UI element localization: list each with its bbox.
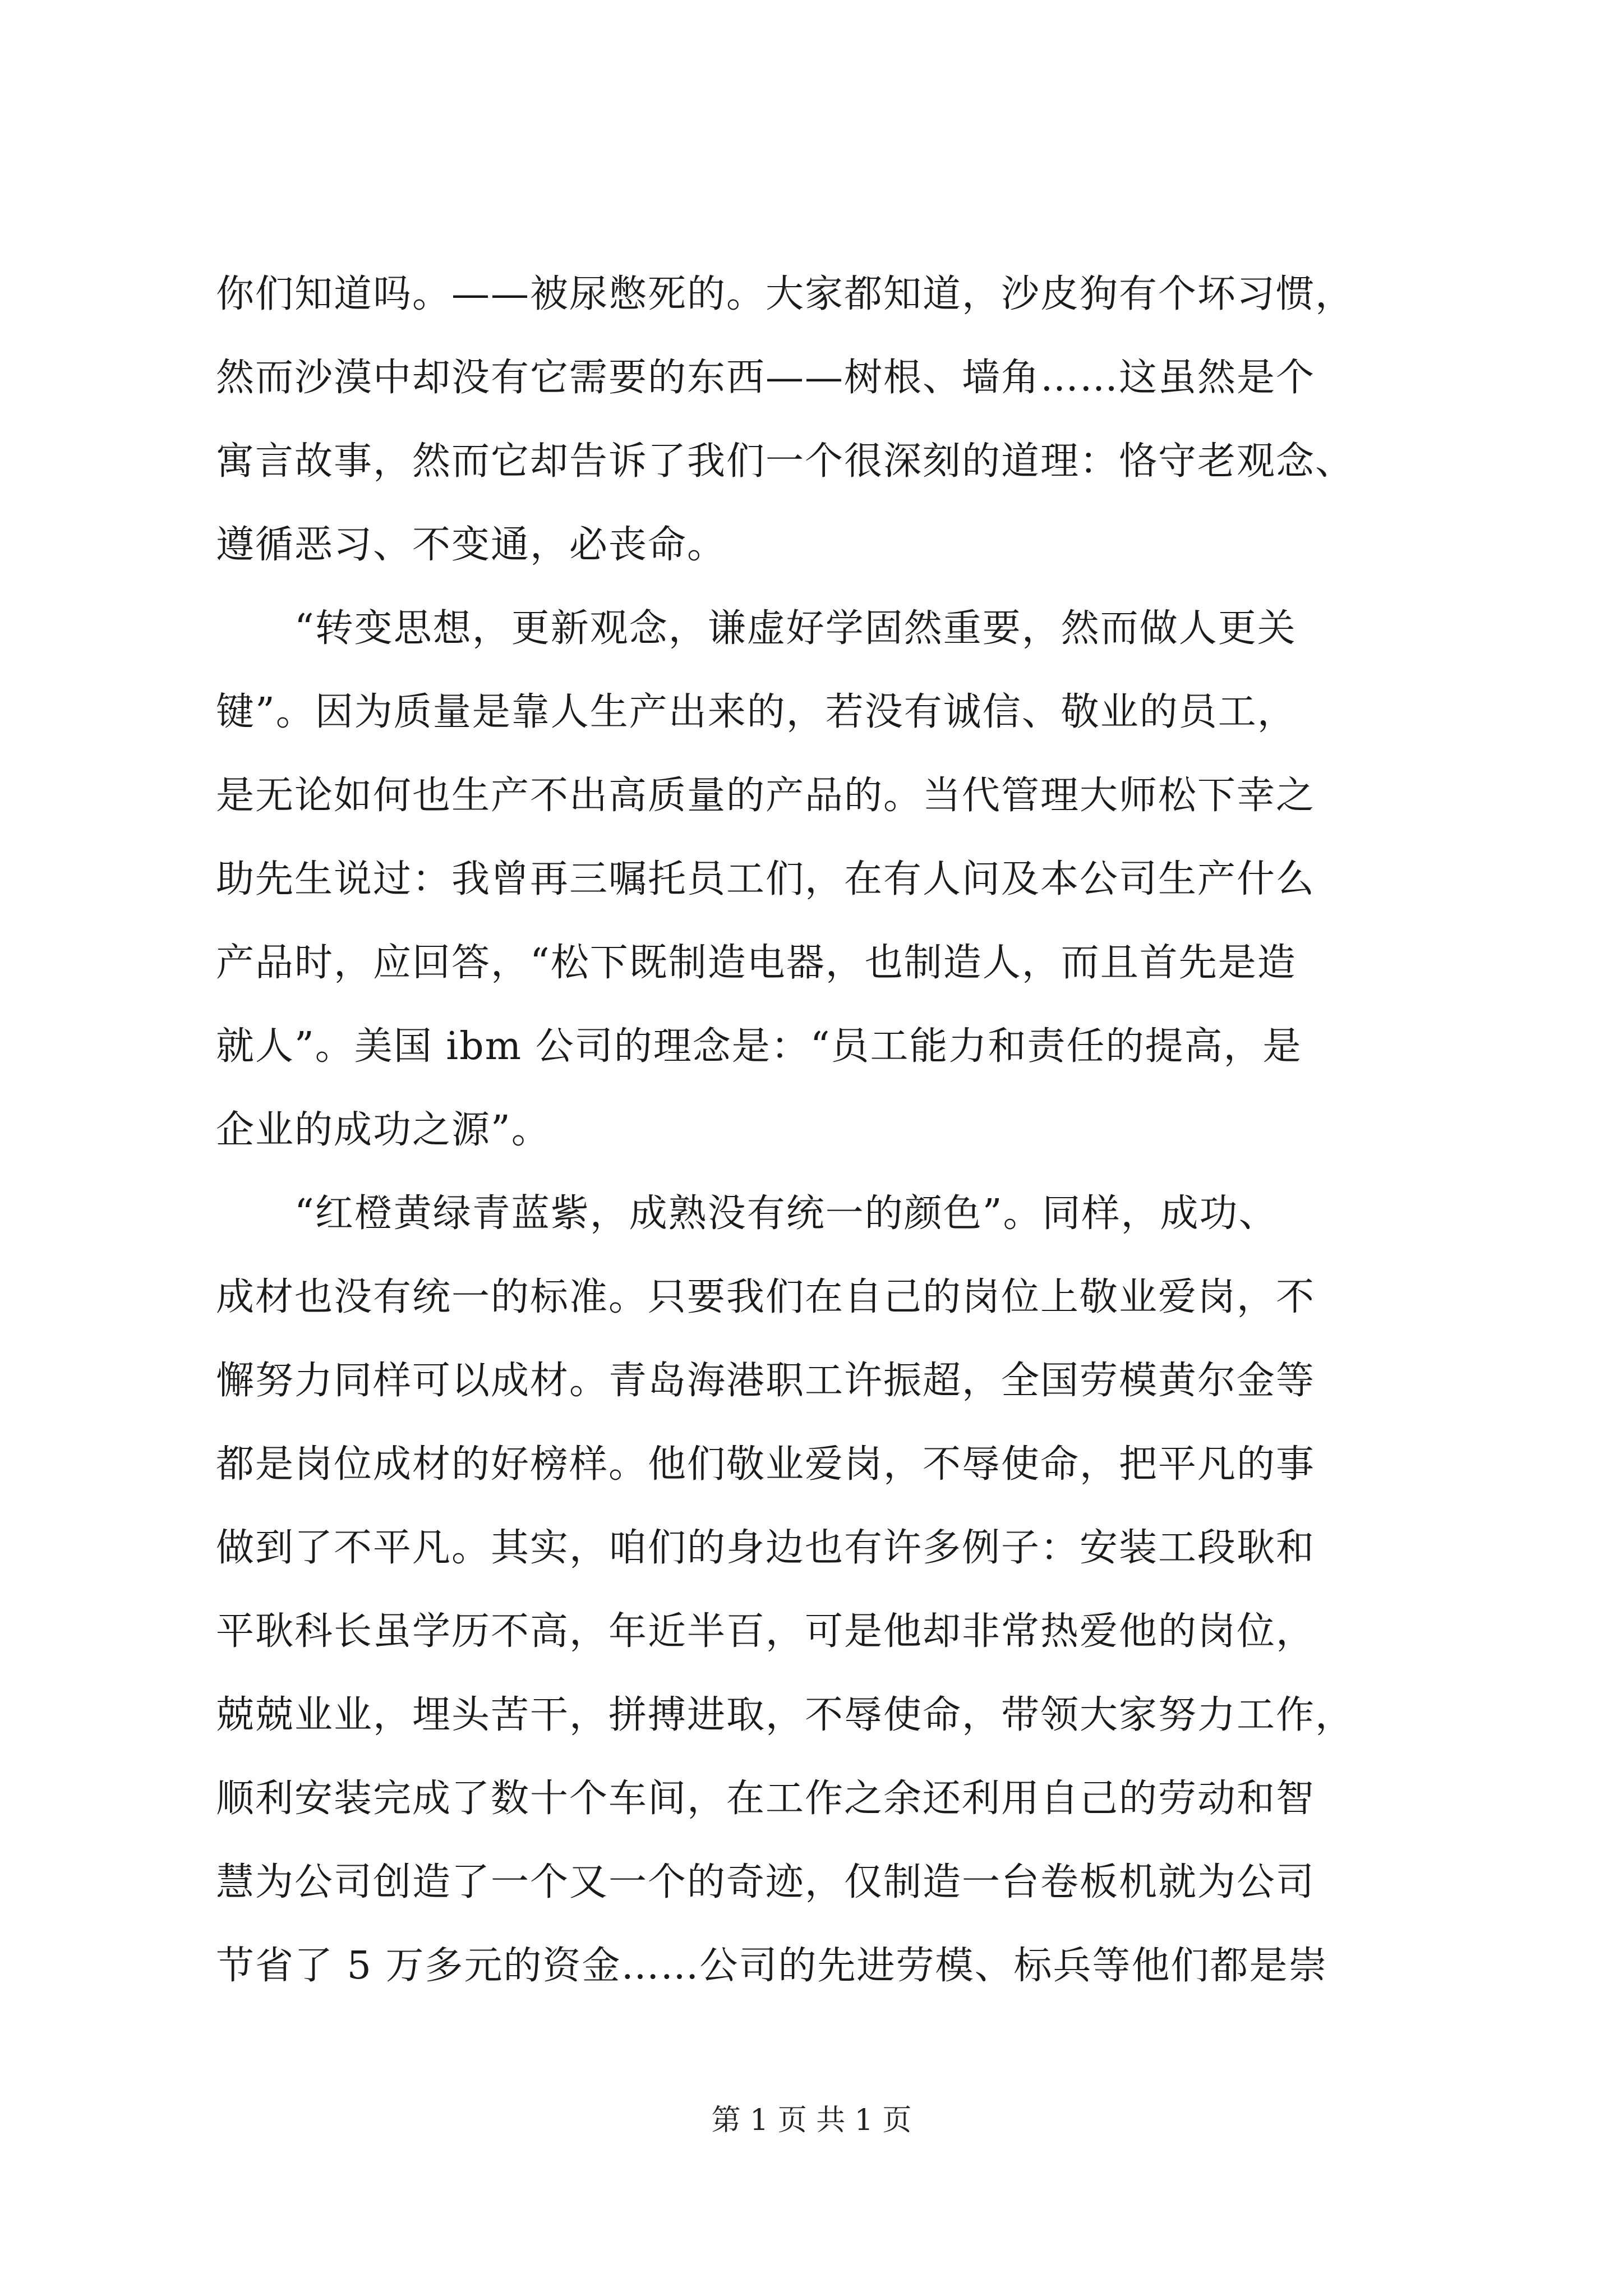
text-line: 兢兢业业，埋头苦干，拼搏进取，不辱使命，带领大家努力工作， <box>216 1693 1355 1737</box>
text-line: 产品时，应回答，“松下既制造电器，也制造人，而且首先是造 <box>216 941 1297 985</box>
text-line: 顺利安装完成了数十个车间，在工作之余还利用自己的劳动和智 <box>216 1777 1316 1821</box>
text-line: 寓言故事，然而它却告诉了我们一个很深刻的道理：恪守老观念、 <box>216 439 1355 484</box>
paragraph-1 <box>216 252 1416 587</box>
paragraph-3 <box>216 1172 1416 2008</box>
text-line: 都是岗位成材的好榜样。他们敬业爱岗，不辱使命，把平凡的事 <box>216 1442 1316 1487</box>
document-body <box>216 252 1416 2008</box>
text-line: 键”。因为质量是靠人生产出来的，若没有诚信、敬业的员工， <box>216 690 1297 734</box>
text-line: 做到了不平凡。其实，咱们的身边也有许多例子：安装工段耿和 <box>216 1526 1316 1570</box>
text-line: “转变思想，更新观念，谦虚好学固然重要，然而做人更关 <box>216 606 1297 651</box>
text-line: 遵循恶习、不变通，必丧命。 <box>216 523 727 567</box>
text-line: 懈努力同样可以成材。青岛海港职工许振超，全国劳模黄尔金等 <box>216 1359 1316 1403</box>
page-footer <box>0 2101 1623 2140</box>
text-line: 慧为公司创造了一个又一个的奇迹，仅制造一台卷板机就为公司 <box>216 1860 1316 1904</box>
page-number-label: 第 1 页 共 1 页 <box>711 2104 912 2137</box>
text-line: 平耿科长虽学历不高，年近半百，可是他却非常热爱他的岗位， <box>216 1609 1316 1654</box>
text-line: 你们知道吗。——被尿憋死的。大家都知道，沙皮狗有个坏习惯， <box>216 272 1355 316</box>
text-line: 成材也没有统一的标准。只要我们在自己的岗位上敬业爱岗，不 <box>216 1275 1316 1319</box>
text-line: 助先生说过：我曾再三嘱托员工们，在有人问及本公司生产什么 <box>216 857 1316 901</box>
text-line: 企业的成功之源”。 <box>216 1108 551 1152</box>
text-line: 然而沙漠中却没有它需要的东西——树根、墙角……这虽然是个 <box>216 356 1316 400</box>
text-line: 是无论如何也生产不出高质量的产品的。当代管理大师松下幸之 <box>216 774 1316 818</box>
text-line: “红橙黄绿青蓝紫，成熟没有统一的颜色”。同样，成功、 <box>216 1191 1278 1236</box>
text-line: 就人”。美国 ibm 公司的理念是：“员工能力和责任的提高，是 <box>216 1024 1302 1069</box>
text-line: 节省了 5 万多元的资金……公司的先进劳模、标兵等他们都是崇 <box>216 1944 1328 1988</box>
paragraph-2 <box>216 587 1416 1172</box>
